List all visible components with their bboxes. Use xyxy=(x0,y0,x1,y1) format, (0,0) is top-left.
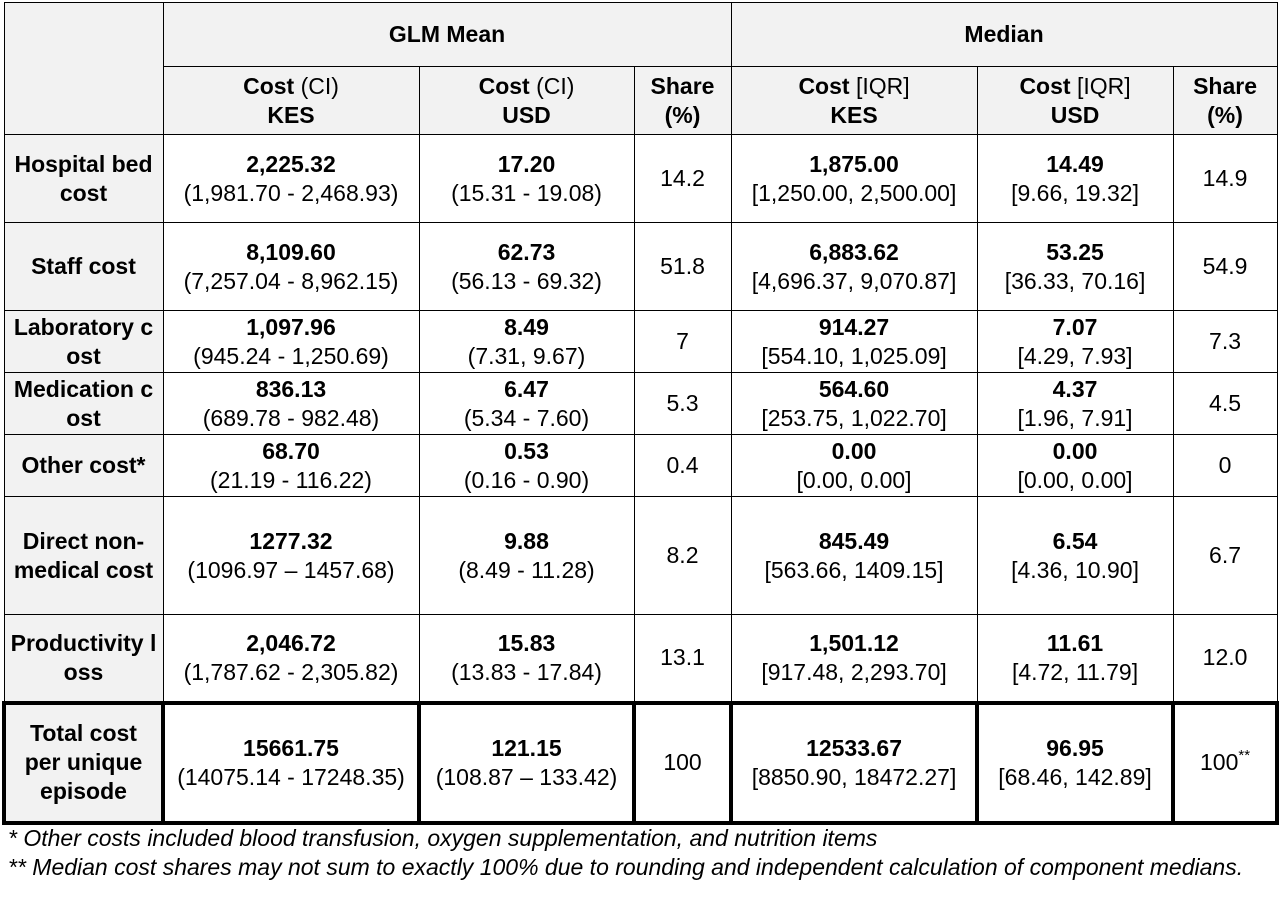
group-header-row xyxy=(4,3,1277,67)
footnotes xyxy=(8,824,1276,882)
cell-glm-share: 5.3 xyxy=(634,373,731,435)
cell-median-usd: 4.37 [1.96, 7.91] xyxy=(977,373,1173,435)
row-label: Hospital bed cost xyxy=(4,135,163,223)
cell-glm-usd: 62.73 (56.13 - 69.32) xyxy=(419,223,634,311)
table-row xyxy=(4,615,1277,703)
cell-glm-share: 0.4 xyxy=(634,435,731,497)
cell-glm-kes: 68.70 (21.19 - 116.22) xyxy=(163,435,419,497)
total-median-kes: 12533.67 [8850.90, 18472.27] xyxy=(731,703,977,823)
cell-glm-kes: 8,109.60 (7,257.04 - 8,962.15) xyxy=(163,223,419,311)
total-median-share xyxy=(1173,703,1277,823)
table-row xyxy=(4,497,1277,615)
group-header-median: Median xyxy=(731,3,1277,67)
col-header-glm-usd: Cost (CI) USD xyxy=(419,67,634,135)
cell-glm-kes: 836.13 (689.78 - 982.48) xyxy=(163,373,419,435)
cell-median-kes: 564.60 [253.75, 1,022.70] xyxy=(731,373,977,435)
cell-median-share: 7.3 xyxy=(1173,311,1277,373)
total-glm-usd: 121.15 (108.87 – 133.42) xyxy=(419,703,634,823)
cell-median-usd: 0.00 [0.00, 0.00] xyxy=(977,435,1173,497)
cell-median-share: 54.9 xyxy=(1173,223,1277,311)
cost-table xyxy=(2,2,1279,825)
total-row-label: Total cost per unique episode xyxy=(4,703,163,823)
cell-median-share: 0 xyxy=(1173,435,1277,497)
col-header-median-kes: Cost [IQR] KES xyxy=(731,67,977,135)
corner-cell xyxy=(4,3,163,135)
cell-glm-share: 14.2 xyxy=(634,135,731,223)
cell-glm-usd: 17.20 (15.31 - 19.08) xyxy=(419,135,634,223)
row-label: Direct non-medical cost xyxy=(4,497,163,615)
cell-glm-usd: 15.83 (13.83 - 17.84) xyxy=(419,615,634,703)
total-glm-share: 100 xyxy=(634,703,731,823)
footnote-median-shares: ** Median cost shares may not sum to exactly 100% due to rounding and independent calculation of component medians. xyxy=(8,854,1244,880)
table-row xyxy=(4,435,1277,497)
cell-median-kes: 0.00 [0.00, 0.00] xyxy=(731,435,977,497)
cell-median-usd: 6.54 [4.36, 10.90] xyxy=(977,497,1173,615)
cell-median-share: 6.7 xyxy=(1173,497,1277,615)
cell-median-kes: 845.49 [563.66, 1409.15] xyxy=(731,497,977,615)
sub-header-row xyxy=(4,67,1277,135)
cell-glm-usd: 6.47 (5.34 - 7.60) xyxy=(419,373,634,435)
cell-glm-usd: 0.53 (0.16 - 0.90) xyxy=(419,435,634,497)
cell-median-kes: 1,501.12 [917.48, 2,293.70] xyxy=(731,615,977,703)
total-median-usd: 96.95 [68.46, 142.89] xyxy=(977,703,1173,823)
cell-glm-usd: 8.49 (7.31, 9.67) xyxy=(419,311,634,373)
cell-median-kes: 6,883.62 [4,696.37, 9,070.87] xyxy=(731,223,977,311)
table-row xyxy=(4,373,1277,435)
cell-glm-share: 7 xyxy=(634,311,731,373)
cell-glm-share: 13.1 xyxy=(634,615,731,703)
row-label: Other cost* xyxy=(4,435,163,497)
cell-median-usd: 14.49 [9.66, 19.32] xyxy=(977,135,1173,223)
cell-median-usd: 7.07 [4.29, 7.93] xyxy=(977,311,1173,373)
cell-glm-share: 8.2 xyxy=(634,497,731,615)
cell-median-kes: 914.27 [554.10, 1,025.09] xyxy=(731,311,977,373)
table-row xyxy=(4,135,1277,223)
footnote-other-costs: * Other costs included blood transfusion, oxygen supplementation, and nutrition items xyxy=(8,825,878,851)
col-header-glm-kes: Cost (CI) KES xyxy=(163,67,419,135)
cell-median-share: 4.5 xyxy=(1173,373,1277,435)
total-median-share-footnote-mark: ** xyxy=(1238,747,1251,764)
row-label: Productivity loss xyxy=(4,615,163,703)
cell-glm-kes: 2,046.72 (1,787.62 - 2,305.82) xyxy=(163,615,419,703)
cell-median-usd: 53.25 [36.33, 70.16] xyxy=(977,223,1173,311)
group-header-glm-mean: GLM Mean xyxy=(163,3,731,67)
cell-median-share: 14.9 xyxy=(1173,135,1277,223)
row-label: Laboratory cost xyxy=(4,311,163,373)
table-row xyxy=(4,311,1277,373)
row-label: Staff cost xyxy=(4,223,163,311)
total-glm-kes: 15661.75 (14075.14 - 17248.35) xyxy=(163,703,419,823)
cell-glm-share: 51.8 xyxy=(634,223,731,311)
cell-median-usd: 11.61 [4.72, 11.79] xyxy=(977,615,1173,703)
cell-glm-usd: 9.88 (8.49 - 11.28) xyxy=(419,497,634,615)
row-label: Medication cost xyxy=(4,373,163,435)
cell-glm-kes: 2,225.32 (1,981.70 - 2,468.93) xyxy=(163,135,419,223)
total-median-share-value: 100 xyxy=(1200,749,1239,775)
cell-glm-kes: 1277.32 (1096.97 – 1457.68) xyxy=(163,497,419,615)
col-header-median-usd: Cost [IQR] USD xyxy=(977,67,1173,135)
cell-median-kes: 1,875.00 [1,250.00, 2,500.00] xyxy=(731,135,977,223)
col-header-glm-share: Share (%) xyxy=(634,67,731,135)
col-header-median-share: Share (%) xyxy=(1173,67,1277,135)
cell-median-share: 12.0 xyxy=(1173,615,1277,703)
table-row xyxy=(4,223,1277,311)
total-row xyxy=(4,703,1277,823)
cell-glm-kes: 1,097.96 (945.24 - 1,250.69) xyxy=(163,311,419,373)
